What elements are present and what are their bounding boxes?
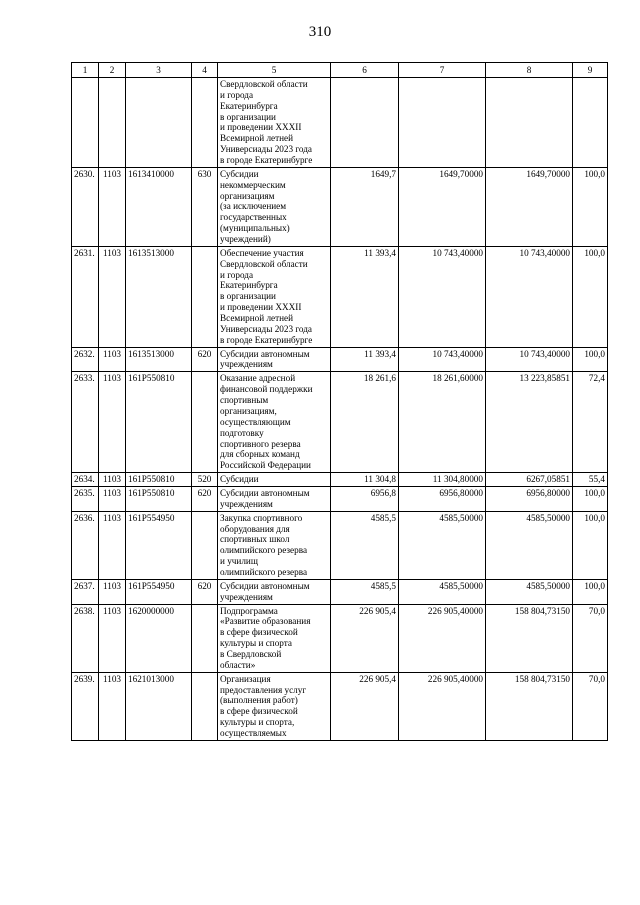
- row-number-cell: 2631.: [72, 246, 99, 347]
- column-header: 9: [573, 63, 608, 78]
- planned-amount-cell: 10 743,40000: [399, 347, 486, 372]
- row-number-cell: 2630.: [72, 167, 99, 246]
- execution-percent-cell: 55,4: [573, 473, 608, 487]
- table-row: [72, 672, 608, 740]
- expense-type-cell: [192, 672, 218, 740]
- executed-amount-cell: 1649,70000: [486, 167, 573, 246]
- executed-amount-cell: 158 804,73150: [486, 604, 573, 672]
- approved-amount-cell: 4585,5: [331, 511, 399, 579]
- item-name-cell: Субсидии: [218, 473, 331, 487]
- target-code-cell: 161P554950: [126, 579, 192, 604]
- expense-type-cell: 520: [192, 473, 218, 487]
- section-code-cell: 1103: [99, 604, 126, 672]
- column-header: 2: [99, 63, 126, 78]
- item-name-cell: Субсидии некоммерческим организациям (за исключением государственных (муниципальных) учреждений): [218, 167, 331, 246]
- section-code-cell: 1103: [99, 372, 126, 473]
- section-code-cell: 1103: [99, 246, 126, 347]
- expense-type-cell: [192, 511, 218, 579]
- row-number-cell: 2633.: [72, 372, 99, 473]
- planned-amount-cell: 1649,70000: [399, 167, 486, 246]
- target-code-cell: 1620000000: [126, 604, 192, 672]
- row-number-cell: 2638.: [72, 604, 99, 672]
- execution-percent-cell: 70,0: [573, 604, 608, 672]
- column-header: 8: [486, 63, 573, 78]
- table-row: [72, 372, 608, 473]
- table-row: [72, 604, 608, 672]
- page-number: 310: [308, 24, 332, 40]
- execution-percent-cell: 72,4: [573, 372, 608, 473]
- executed-amount-cell: 13 223,85851: [486, 372, 573, 473]
- item-name-cell: Субсидии автономным учреждениям: [218, 486, 331, 511]
- approved-amount-cell: 226 905,4: [331, 604, 399, 672]
- target-code-cell: 161P550810: [126, 372, 192, 473]
- planned-amount-cell: 10 743,40000: [399, 246, 486, 347]
- approved-amount-cell: 1649,7: [331, 167, 399, 246]
- budget-table: [71, 62, 608, 741]
- table-row: [72, 579, 608, 604]
- approved-amount-cell: [331, 78, 399, 168]
- item-name-cell: Оказание адресной финансовой поддержки спортивным организациям, осуществляющим подготовку спортивного резерва для сборных команд Российской Федерации: [218, 372, 331, 473]
- executed-amount-cell: 4585,50000: [486, 579, 573, 604]
- row-number-cell: 2639.: [72, 672, 99, 740]
- expense-type-cell: [192, 372, 218, 473]
- table-row: [72, 511, 608, 579]
- planned-amount-cell: 6956,80000: [399, 486, 486, 511]
- execution-percent-cell: [573, 78, 608, 168]
- section-code-cell: 1103: [99, 511, 126, 579]
- item-name-cell: Субсидии автономным учреждениям: [218, 347, 331, 372]
- row-number-cell: 2634.: [72, 473, 99, 487]
- table-row: [72, 486, 608, 511]
- table-row: [72, 78, 608, 168]
- planned-amount-cell: 226 905,40000: [399, 604, 486, 672]
- planned-amount-cell: 4585,50000: [399, 579, 486, 604]
- executed-amount-cell: 6267,05851: [486, 473, 573, 487]
- expense-type-cell: 620: [192, 579, 218, 604]
- execution-percent-cell: 100,0: [573, 579, 608, 604]
- row-number-cell: 2637.: [72, 579, 99, 604]
- execution-percent-cell: 70,0: [573, 672, 608, 740]
- executed-amount-cell: 10 743,40000: [486, 246, 573, 347]
- planned-amount-cell: 18 261,60000: [399, 372, 486, 473]
- item-name-cell: Субсидии автономным учреждениям: [218, 579, 331, 604]
- item-name-cell: Организация предоставления услуг (выполнения работ) в сфере физической культуры и спорта, осуществляемых: [218, 672, 331, 740]
- executed-amount-cell: 10 743,40000: [486, 347, 573, 372]
- section-code-cell: 1103: [99, 486, 126, 511]
- executed-amount-cell: [486, 78, 573, 168]
- approved-amount-cell: 6956,8: [331, 486, 399, 511]
- column-header: 1: [72, 63, 99, 78]
- expense-type-cell: 620: [192, 347, 218, 372]
- execution-percent-cell: 100,0: [573, 167, 608, 246]
- section-code-cell: [99, 78, 126, 168]
- target-code-cell: 1613410000: [126, 167, 192, 246]
- row-number-cell: 2636.: [72, 511, 99, 579]
- executed-amount-cell: 4585,50000: [486, 511, 573, 579]
- column-header: 4: [192, 63, 218, 78]
- section-code-cell: 1103: [99, 473, 126, 487]
- target-code-cell: 161P550810: [126, 486, 192, 511]
- table-row: [72, 167, 608, 246]
- executed-amount-cell: 6956,80000: [486, 486, 573, 511]
- section-code-cell: 1103: [99, 579, 126, 604]
- target-code-cell: 1621013000: [126, 672, 192, 740]
- expense-type-cell: [192, 604, 218, 672]
- item-name-cell: Свердловской области и города Екатеринбурга в организации и проведении XXXII Всемирной летней Универсиады 2023 года в городе Екатеринбурге: [218, 78, 331, 168]
- column-header: 3: [126, 63, 192, 78]
- column-header: 7: [399, 63, 486, 78]
- approved-amount-cell: 11 304,8: [331, 473, 399, 487]
- expense-type-cell: [192, 78, 218, 168]
- section-code-cell: 1103: [99, 167, 126, 246]
- expense-type-cell: [192, 246, 218, 347]
- expense-type-cell: 620: [192, 486, 218, 511]
- section-code-cell: 1103: [99, 347, 126, 372]
- planned-amount-cell: [399, 78, 486, 168]
- execution-percent-cell: 100,0: [573, 486, 608, 511]
- column-header: 5: [218, 63, 331, 78]
- target-code-cell: 1613513000: [126, 347, 192, 372]
- target-code-cell: 161P550810: [126, 473, 192, 487]
- table-row: [72, 473, 608, 487]
- approved-amount-cell: 4585,5: [331, 579, 399, 604]
- execution-percent-cell: 100,0: [573, 347, 608, 372]
- header-row: [72, 63, 608, 78]
- approved-amount-cell: 226 905,4: [331, 672, 399, 740]
- approved-amount-cell: 11 393,4: [331, 246, 399, 347]
- row-number-cell: 2632.: [72, 347, 99, 372]
- item-name-cell: Закупка спортивного оборудования для спортивных школ олимпийского резерва и училищ олимпийского резерва: [218, 511, 331, 579]
- row-number-cell: [72, 78, 99, 168]
- table-body: [72, 78, 608, 741]
- planned-amount-cell: 11 304,80000: [399, 473, 486, 487]
- section-code-cell: 1103: [99, 672, 126, 740]
- row-number-cell: 2635.: [72, 486, 99, 511]
- target-code-cell: [126, 78, 192, 168]
- column-header: 6: [331, 63, 399, 78]
- expense-type-cell: 630: [192, 167, 218, 246]
- target-code-cell: 161P554950: [126, 511, 192, 579]
- approved-amount-cell: 11 393,4: [331, 347, 399, 372]
- table-row: [72, 246, 608, 347]
- item-name-cell: Подпрограмма «Развитие образования в сфере физической культуры и спорта в Свердловской области»: [218, 604, 331, 672]
- executed-amount-cell: 158 804,73150: [486, 672, 573, 740]
- execution-percent-cell: 100,0: [573, 511, 608, 579]
- planned-amount-cell: 226 905,40000: [399, 672, 486, 740]
- planned-amount-cell: 4585,50000: [399, 511, 486, 579]
- execution-percent-cell: 100,0: [573, 246, 608, 347]
- target-code-cell: 1613513000: [126, 246, 192, 347]
- item-name-cell: Обеспечение участия Свердловской области и города Екатеринбурга в организации и проведении XXXII Всемирной летней Универсиады 2023 года в городе Екатеринбурге: [218, 246, 331, 347]
- approved-amount-cell: 18 261,6: [331, 372, 399, 473]
- table-row: [72, 347, 608, 372]
